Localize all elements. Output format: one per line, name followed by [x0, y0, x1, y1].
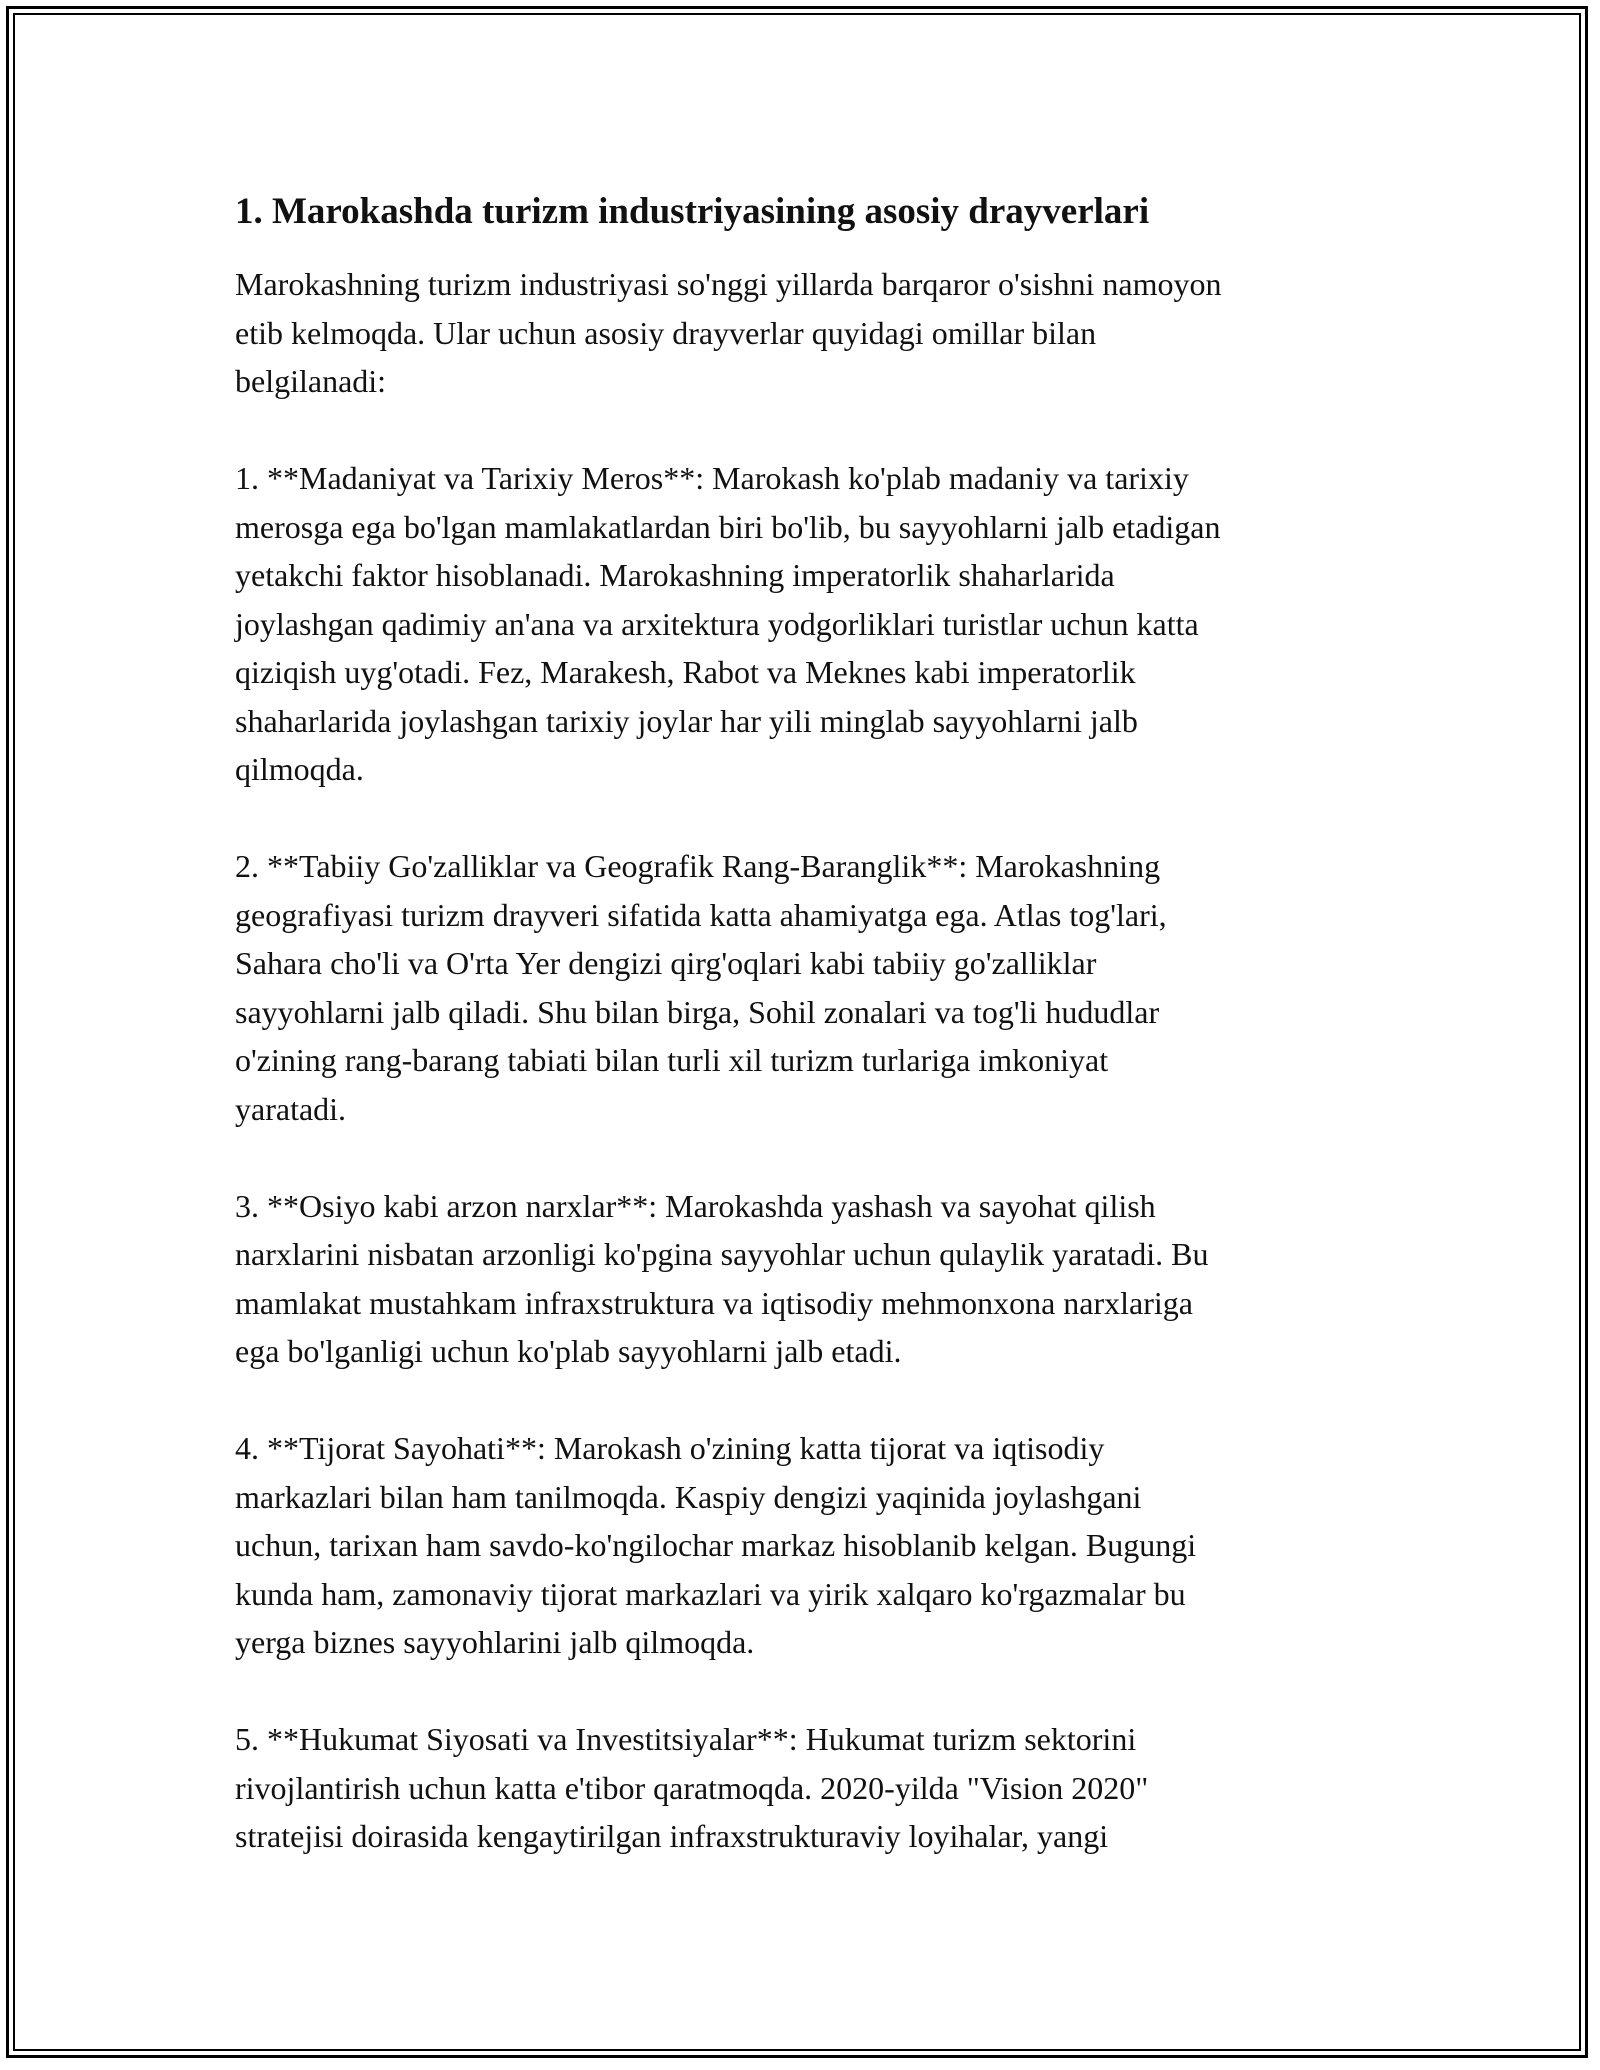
paragraph-natural-beauty: 2. **Tabiiy Go'zalliklar va Geografik Rang-Baranglik**: Marokashning geografiyasi turizm drayveri sifatida katta ahamiyatga ega. Atlas tog'lari, Sahara cho'li va O'rta Yer dengizi qirg'oqlari kabi tabiiy go'zalliklar sayyohlarni jalb qiladi. Shu bilan birga, Sohil zonalari va tog'li hududlar o'zining rang-barang tabiati bilan turli xil turizm turlariga imkoniyat yaratadi. [235, 848, 1167, 1127]
intro-paragraph: Marokashning turizm industriyasi so'nggi yillarda barqaror o'sishni namoyon etib kelmoqda. Ular uchun asosiy drayverlar quyidagi omillar bilan belgilanadi: [235, 266, 1222, 399]
section-heading: 1. Marokashda turizm industriyasining asosiy drayverlari [235, 191, 1150, 232]
paragraph-culture-heritage: 1. **Madaniyat va Tarixiy Meros**: Marokash ko'plab madaniy va tarixiy merosga ega bo'lgan mamlakatlardan biri bo'lib, bu sayyohlarni jalb etadigan yetakchi faktor hisoblanadi. Marokashning imperatorlik shaharlarida joylashgan qadimiy an'ana va arxitektura yodgorliklari turistlar uchun katta qiziqish uyg'otadi. Fez, Marakesh, Rabot va Meknes kabi imperatorlik shaharlarida joylashgan tarixiy joylar har yili minglab sayyohlarni jalb qilmoqda. [235, 460, 1221, 787]
paragraph-business-travel: 4. **Tijorat Sayohati**: Marokash o'zining katta tijorat va iqtisodiy markazlari bilan ham tanilmoqda. Kaspiy dengizi yaqinida joylashgani uchun, tarixan ham savdo-ko'ngilochar markaz hisoblanib kelgan. Bugungi kunda ham, zamonaviy tijorat markazlari va yirik xalqaro ko'rgazmalar bu yerga biznes sayyohlarini jalb qilmoqda. [235, 1430, 1197, 1660]
document-body [235, 188, 1395, 1861]
paragraph-low-prices: 3. **Osiyo kabi arzon narxlar**: Marokashda yashash va sayohat qilish narxlarini nisbatan arzonligi ko'pgina sayyohlar uchun qulaylik yaratadi. Bu mamlakat mustahkam infraxstruktura va iqtisodiy mehmonxona narxlariga ega bo'lganligi uchun ko'plab sayyohlarni jalb etadi. [235, 1187, 1209, 1369]
paragraph-government-policy: 5. **Hukumat Siyosati va Investitsiyalar**: Hukumat turizm sektorini rivojlantirish uchun katta e'tibor qaratmoqda. 2020-yilda "Vision 2020" stratejisi doirasida kengaytirilgan infraxstrukturaviy loyihalar, yangi [235, 1721, 1149, 1854]
